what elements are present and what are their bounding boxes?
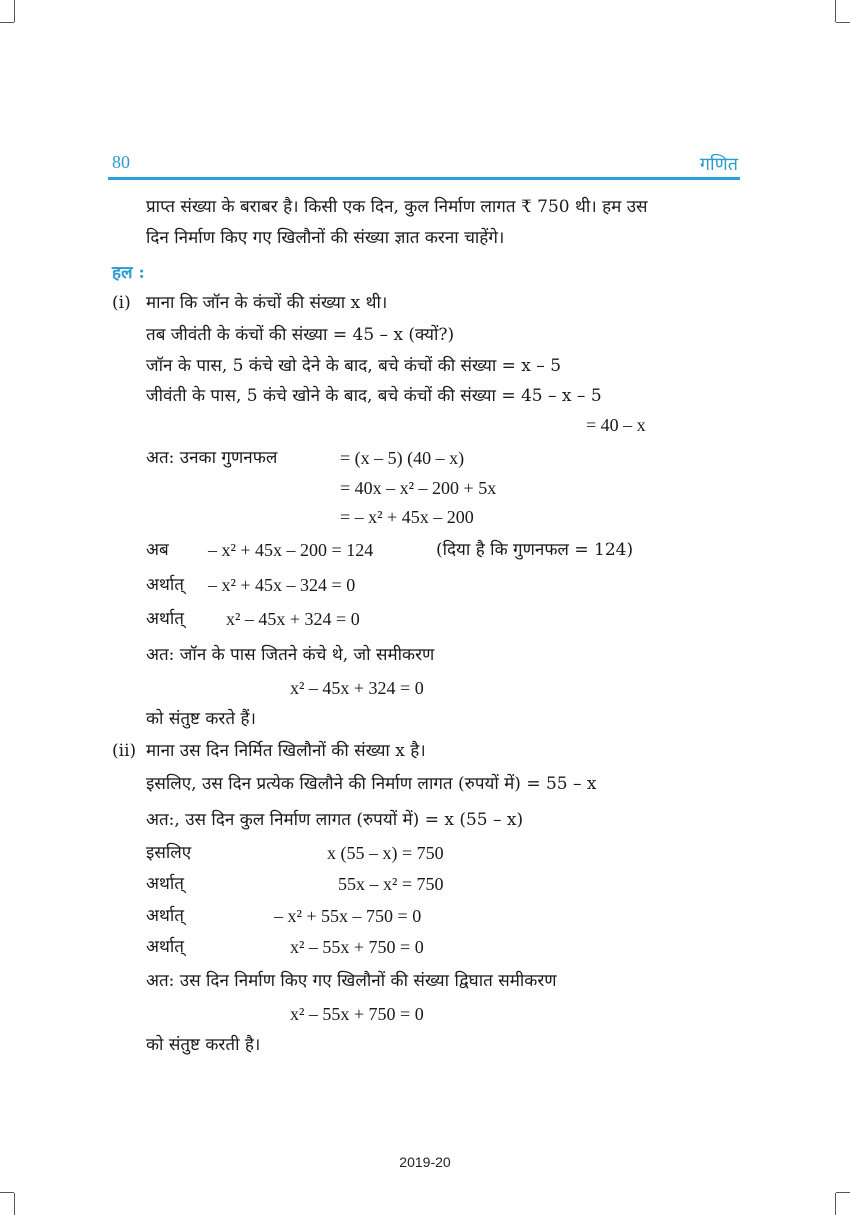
footer-year: 2019-20	[399, 1154, 451, 1170]
crop-mark	[14, 0, 15, 22]
crop-mark	[835, 1193, 836, 1215]
part-i-equation: = – x² + 45x – 200	[340, 507, 474, 527]
crop-mark	[0, 1192, 14, 1193]
page-number: 80	[112, 152, 130, 172]
part-i-line: अब	[146, 540, 169, 560]
part-ii-line: अत: उस दिन निर्माण किए गए खिलौनों की संख्या द्विघात समीकरण	[146, 971, 557, 991]
part-i-equation: – x² + 45x – 324 = 0	[208, 575, 356, 595]
part-ii-equation: x² – 55x + 750 = 0	[290, 1004, 424, 1024]
part-ii-line: अर्थात्	[146, 874, 184, 894]
part-i-line: जीवंती के पास, 5 कंचे खोने के बाद, बचे कंचों की संख्या = 45 – x – 5	[146, 386, 602, 406]
solution-label: हल :	[112, 263, 145, 283]
crop-mark	[835, 0, 836, 22]
part-i-line: जॉन के पास, 5 कंचे खो देने के बाद, बचे कंचों की संख्या = x – 5	[146, 356, 562, 376]
intro-line: प्राप्त संख्या के बराबर है। किसी एक दिन, कुल निर्माण लागत ₹ 750 थी। हम उस	[146, 197, 648, 217]
part-i-line: अत: जॉन के पास जितने कंचे थे, जो समीकरण	[146, 645, 435, 665]
part-ii-line: अर्थात्	[146, 937, 184, 957]
part-i-marker: (i)	[112, 293, 131, 313]
part-i-line: अर्थात्	[146, 609, 184, 629]
crop-mark	[0, 22, 14, 23]
part-ii-equation: 55x – x² = 750	[338, 874, 444, 894]
page-subject: गणित	[699, 154, 738, 175]
part-i-equation: – x² + 45x – 200 = 124	[208, 540, 374, 560]
part-i-note: (दिया है कि गुणनफल = 124)	[436, 540, 634, 560]
part-ii-line: इसलिए, उस दिन प्रत्येक खिलौने की निर्माण लागत (रुपयों में) = 55 – x	[146, 774, 597, 794]
intro-line: दिन निर्माण किए गए खिलौनों की संख्या ज्ञात करना चाहेंगे।	[146, 228, 505, 248]
part-ii-marker: (ii)	[112, 741, 137, 761]
part-ii-line: इसलिए	[146, 843, 192, 863]
part-i-equation: = 40 – x	[586, 415, 646, 435]
part-i-line: तब जीवंती के कंचों की संख्या = 45 – x (क्यों?)	[146, 325, 455, 345]
part-ii-equation: x² – 55x + 750 = 0	[290, 937, 424, 957]
part-i-line: को संतुष्ट करते हैं।	[146, 709, 256, 729]
part-i-equation: = 40x – x² – 200 + 5x	[340, 478, 497, 498]
crop-mark	[836, 1192, 850, 1193]
part-i-equation: = (x – 5) (40 – x)	[340, 448, 465, 468]
part-i-line: माना कि जॉन के कंचों की संख्या x थी।	[146, 293, 388, 313]
part-i-line: अत: उनका गुणनफल	[146, 448, 278, 468]
part-ii-line: अत:, उस दिन कुल निर्माण लागत (रुपयों में) = x (55 – x)	[146, 810, 524, 830]
part-i-equation: x² – 45x + 324 = 0	[226, 609, 360, 629]
crop-mark	[836, 22, 850, 23]
part-ii-line: अर्थात्	[146, 906, 184, 926]
part-ii-equation: – x² + 55x – 750 = 0	[274, 906, 422, 926]
part-ii-line: माना उस दिन निर्मित खिलौनों की संख्या x है।	[146, 741, 426, 761]
header-rule	[108, 177, 740, 180]
part-i-equation: x² – 45x + 324 = 0	[290, 678, 424, 698]
crop-mark	[14, 1193, 15, 1215]
part-ii-equation: x (55 – x) = 750	[327, 843, 444, 863]
part-i-line: अर्थात्	[146, 575, 184, 595]
part-ii-line: को संतुष्ट करती है।	[146, 1035, 261, 1055]
